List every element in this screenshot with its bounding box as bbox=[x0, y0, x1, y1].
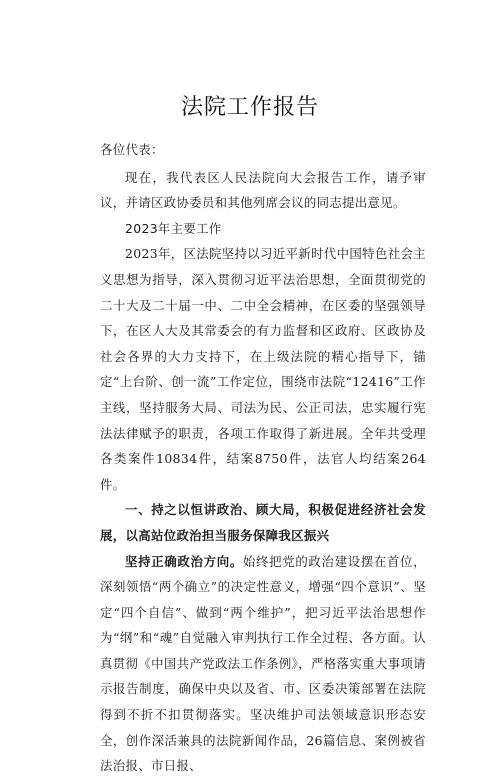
point-1-text: 始终把党的政治建设摆在首位，深刻领悟“两个确立”的决定性意义，增强“四个意识”、坚定“四个自信”、做到“两个维护”，把习近平法治思想作为“纲”和“魂”自觉融入审判执行工作全过程、各方面。认真贯彻《中国共产党政法工作条例》，严格落实重大事项请示报告制度，确保中央以及省、市、区委决策部署在法院得到不折不扣贯彻落实。坚决维护司法领域意识形态安全，创作深活兼具的法院新闻作品，26篇信息、案例被省法治报、市日报、 bbox=[100, 553, 426, 774]
subheading-1: 一、持之以恒讲政治、顾大局，积极促进经济社会发展，以高站位政治担当服务保障我区振兴 bbox=[100, 502, 426, 543]
section-paragraph: 2023年，区法院坚持以习近平新时代中国特色社会主义思想为指导，深入贯彻习近平法治思想，全面贯彻党的二十大及二十届一中、二中全会精神，在区委的坚强领导下，在区人大及其常委会的有力监督和区政府、区政协及社会各界的大力支持下，在上级法院的精心指导下，锚定“上台阶、创一流”工作定位，围绕市法院“12416”工作主线，坚持服务大局、司法为民、公正司法，忠实履行宪法法律赋予的职责，各项工作取得了新进展。全年共受理各类案件10834件，结案8750件，法官人均结案264件。 bbox=[100, 246, 426, 492]
page-title: 法院工作报告 bbox=[180, 95, 319, 120]
point-1-lead: 坚持正确政治方向。 bbox=[125, 553, 243, 569]
section-heading: 2023年主要工作 bbox=[125, 220, 222, 236]
point-1-paragraph bbox=[100, 549, 426, 779]
report-body bbox=[100, 137, 426, 779]
salutation: 各位代表： bbox=[100, 142, 164, 157]
intro-paragraph: 现在，我代表区人民法院向大会报告工作，请予审议，并请区政协委员和其他列席会议的同志提出意见。 bbox=[100, 169, 426, 211]
